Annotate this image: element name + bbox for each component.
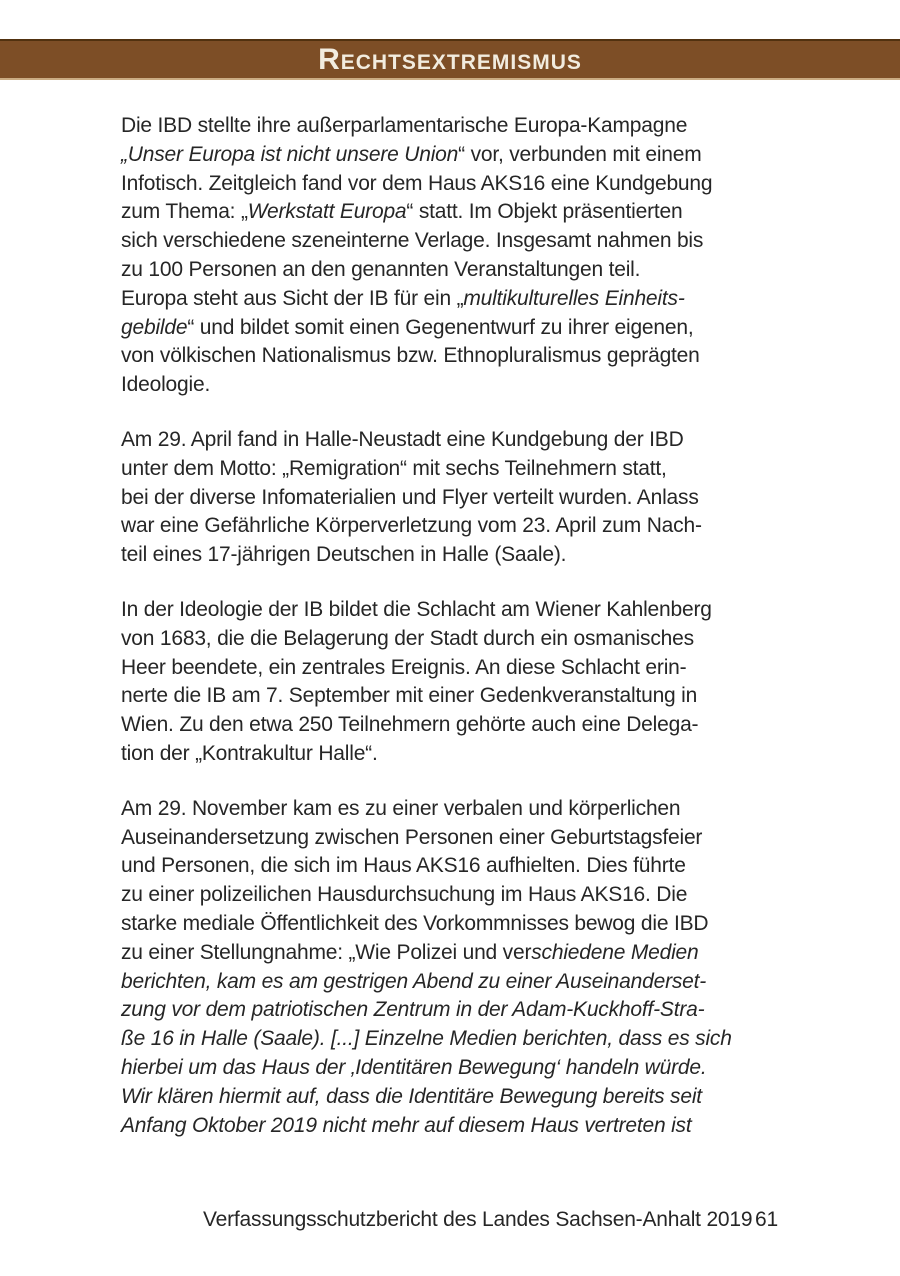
quoted-italic-text: schiedene Medien: [531, 940, 699, 964]
quoted-italic-text: zung vor dem patriotischen Zentrum in der Adam-Kuckhoff-Stra-: [121, 998, 705, 1022]
text-run: tion der „Kontrakultur Halle“.: [121, 741, 378, 765]
text-run: Die IBD stellte ihre außerparlamentarische Europa-Kampagne: [121, 114, 688, 137]
text-line: [121, 285, 789, 314]
page-footer: [203, 1208, 778, 1232]
text-line: [121, 1025, 789, 1054]
text-line: [121, 852, 789, 881]
text-line: [121, 227, 789, 256]
text-line: [121, 314, 789, 343]
text-run: Infotisch. Zeitgleich fand vor dem Haus AKS16 eine Kundgebung: [121, 171, 713, 195]
quoted-italic-text: Werkstatt Europa: [247, 200, 407, 224]
quoted-italic-text: multikulturelles Einheits-: [463, 286, 685, 310]
text-line: [121, 170, 789, 199]
quoted-italic-text: hierbei um das Haus der ‚Identitären Bewegung‘ handeln würde.: [121, 1055, 707, 1079]
text-line: [121, 711, 789, 740]
paragraph: [121, 596, 789, 769]
text-run: unter dem Motto: „Remigration“ mit sechs Teilnehmern statt,: [121, 456, 667, 480]
text-run: Europa steht aus Sicht der IB für ein „: [121, 286, 464, 310]
text-run: und Personen, die sich im Haus AKS16 aufhielten. Dies führte: [121, 854, 686, 878]
text-line: [121, 881, 789, 910]
footer-report-title: Verfassungsschutzbericht des Landes Sachsen-Anhalt 2019: [203, 1208, 753, 1231]
text-run: war eine Gefährliche Körperverletzung vom 23. April zum Nach-: [121, 514, 702, 538]
text-run: zu einer Stellungnahme: „Wie Polizei und ver: [121, 940, 532, 964]
text-run: “ statt. Im Objekt präsentierten: [406, 200, 683, 224]
text-run: Ideologie.: [121, 373, 211, 397]
text-line: [121, 795, 789, 824]
text-run: Auseinandersetzung zwischen Personen einer Geburtstagsfeier: [121, 825, 703, 849]
text-line: [121, 1054, 789, 1083]
text-line: [121, 455, 789, 484]
text-run: bei der diverse Infomaterialien und Flyer verteilt wurden. Anlass: [121, 485, 699, 509]
text-line: [121, 910, 789, 939]
text-run: zu 100 Personen an den genannten Veranstaltungen teil.: [121, 257, 641, 281]
text-run: Am 29. November kam es zu einer verbalen und körperlichen: [121, 796, 681, 820]
text-line: [121, 141, 789, 170]
text-run: In der Ideologie der IB bildet die Schlacht am Wiener Kahlenberg: [121, 597, 712, 621]
text-run: “ vor, verbunden mit einem: [458, 142, 702, 166]
quoted-italic-text: ße 16 in Halle (Saale). [...] Einzelne Medien berichten, dass es sich: [121, 1027, 732, 1051]
text-line: [121, 426, 789, 455]
quoted-italic-text: Anfang Oktober 2019 nicht mehr auf diesem Haus vertreten ist: [121, 1113, 692, 1137]
paragraph: [121, 112, 789, 400]
text-line: [121, 484, 789, 513]
text-line: [121, 256, 789, 285]
text-line: [121, 112, 789, 141]
text-run: nerte die IB am 7. September mit einer Gedenkveranstaltung in: [121, 684, 698, 708]
text-run: sich verschiedene szeneinterne Verlage. Insgesamt nahmen bis: [121, 229, 704, 253]
text-line: [121, 824, 789, 853]
paragraph: [121, 426, 789, 570]
text-line: [121, 1083, 789, 1112]
text-run: Heer beendete, ein zentrales Ereignis. An diese Schlacht erin-: [121, 655, 687, 679]
text-line: [121, 1112, 789, 1141]
section-title: Rechtsextremismus: [318, 42, 582, 76]
quoted-italic-text: gebilde: [121, 315, 188, 339]
text-run: teil eines 17-jährigen Deutschen in Halle (Saale).: [121, 543, 567, 567]
text-line: [121, 968, 789, 997]
text-line: [121, 541, 789, 570]
quoted-italic-text: „Unser Europa ist nicht unsere Union: [121, 142, 459, 166]
quoted-italic-text: berichten, kam es am gestrigen Abend zu einer Auseinanderset-: [121, 969, 707, 993]
text-line: [121, 198, 789, 227]
section-header-bar: [0, 39, 900, 80]
paragraph: [121, 795, 789, 1141]
footer-page-number: 61: [755, 1208, 778, 1231]
text-run: “ und bildet somit einen Gegenentwurf zu ihrer eigenen,: [187, 315, 694, 339]
body-text: [121, 112, 789, 1166]
text-run: zum Thema: „: [121, 200, 248, 224]
quoted-italic-text: Wir klären hiermit auf, dass die Identitäre Bewegung bereits seit: [121, 1084, 702, 1108]
text-line: [121, 939, 789, 968]
text-run: von 1683, die die Belagerung der Stadt durch ein osmanisches: [121, 626, 694, 650]
text-line: [121, 740, 789, 769]
text-line: [121, 512, 789, 541]
text-line: [121, 342, 789, 371]
text-run: Am 29. April fand in Halle-Neustadt eine Kundgebung der IBD: [121, 427, 684, 451]
text-line: [121, 596, 789, 625]
text-line: [121, 625, 789, 654]
text-line: [121, 371, 789, 400]
text-run: von völkischen Nationalismus bzw. Ethnopluralismus geprägten: [121, 344, 700, 368]
text-run: Wien. Zu den etwa 250 Teilnehmern gehörte auch eine Delega-: [121, 713, 699, 737]
text-run: starke mediale Öffentlichkeit des Vorkommnisses bewog die IBD: [121, 911, 709, 935]
text-run: zu einer polizeilichen Hausdurchsuchung im Haus AKS16. Die: [121, 883, 688, 907]
text-line: [121, 996, 789, 1025]
text-line: [121, 682, 789, 711]
text-line: [121, 654, 789, 683]
